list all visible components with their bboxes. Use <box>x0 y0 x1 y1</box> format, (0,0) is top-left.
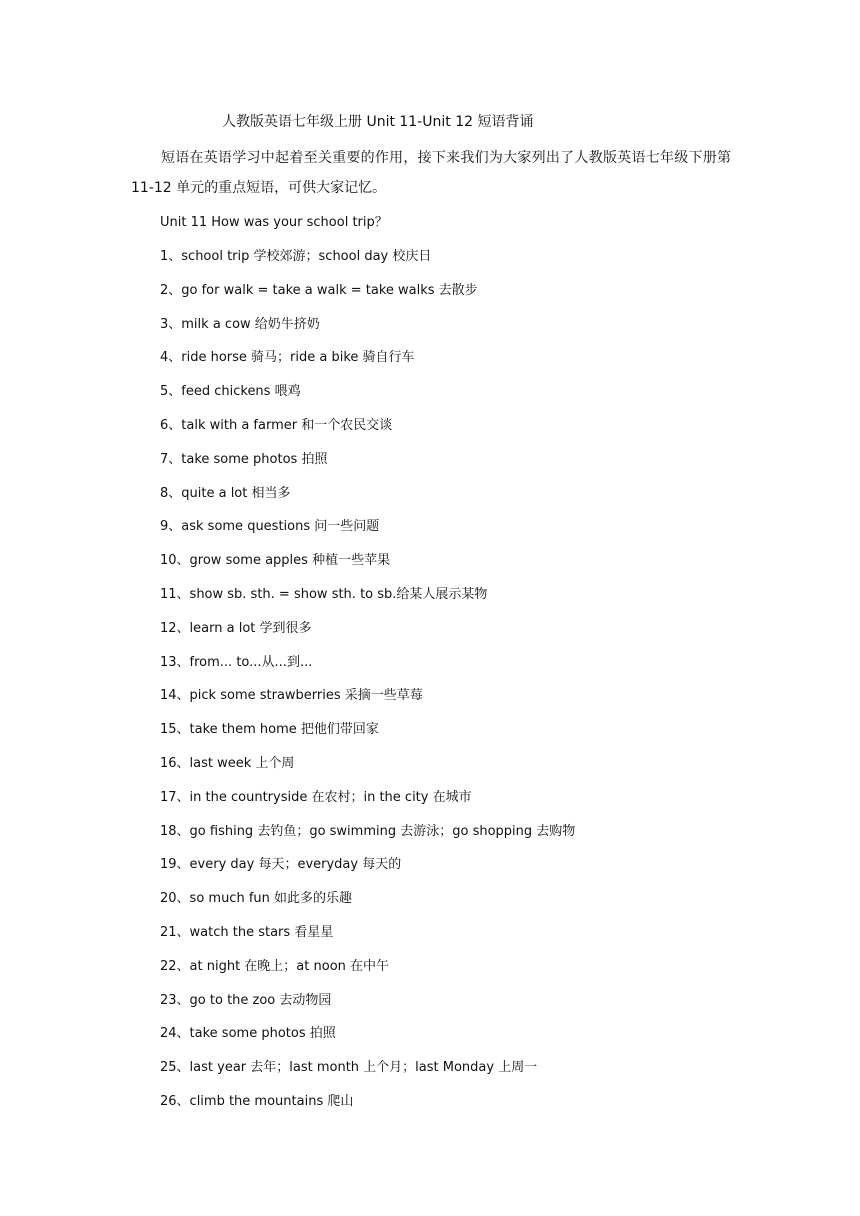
list-item: 1、school trip 学校郊游；school day 校庆日 <box>160 249 432 264</box>
list-item: 21、watch the stars 看星星 <box>160 924 334 940</box>
list-item: 9、ask some questions 问一些问题 <box>160 519 380 535</box>
list-item: 8、quite a lot 相当多 <box>160 485 291 501</box>
list-item: 16、last week 上个周 <box>160 755 295 771</box>
list-item: 20、so much fun 如此多的乐趣 <box>160 891 353 907</box>
list-item: 5、feed chickens 喂鸡 <box>160 384 301 400</box>
list-item: 19、every day 每天；everyday 每天的 <box>160 857 402 873</box>
list-item: 24、take some photos 拍照 <box>160 1026 336 1042</box>
list-item: 3、milk a cow 给奶牛挤奶 <box>160 316 320 332</box>
intro-paragraph: 短语在英语学习中起着至关重要的作用，接下来我们为大家列出了人教版英语七年级下册第 11-12 单元的重点短语，可供大家记忆。 <box>131 150 731 196</box>
document-title: 人教版英语七年级上册 Unit 11-Unit 12 短语背诵 <box>222 114 534 130</box>
list-item: 4、ride horse 骑马；ride a bike 骑自行车 <box>160 350 415 366</box>
list-item: 13、from... to...从...到... <box>160 654 313 670</box>
list-item: 15、take them home 把他们带回家 <box>160 722 379 738</box>
list-item: 17、in the countryside 在农村；in the city 在城市 <box>160 789 472 805</box>
phrase-list <box>160 245 575 1124</box>
list-item: 6、talk with a farmer 和一个农民交谈 <box>160 417 393 433</box>
list-item: 25、last year 去年；last month 上个月；last Monday 上周一 <box>160 1060 538 1076</box>
unit-heading: Unit 11 How was your school trip？ <box>160 215 388 230</box>
list-item: 11、show sb. sth. = show sth. to sb.给某人展示某物 <box>160 586 488 602</box>
list-item: 14、pick some strawberries 采摘一些草莓 <box>160 688 423 704</box>
list-item: 22、at night 在晚上；at noon 在中午 <box>160 958 390 974</box>
list-item: 7、take some photos 拍照 <box>160 451 328 467</box>
list-item: 18、go fishing 去钓鱼；go swimming 去游泳；go shopping 去购物 <box>160 823 576 839</box>
list-item: 10、grow some apples 种植一些苹果 <box>160 553 391 569</box>
list-item: 12、learn a lot 学到很多 <box>160 620 312 636</box>
list-item: 23、go to the zoo 去动物园 <box>160 992 332 1008</box>
list-item: 26、climb the mountains 爬山 <box>160 1093 354 1109</box>
list-item: 2、go for walk = take a walk = take walks 去散步 <box>160 282 478 298</box>
